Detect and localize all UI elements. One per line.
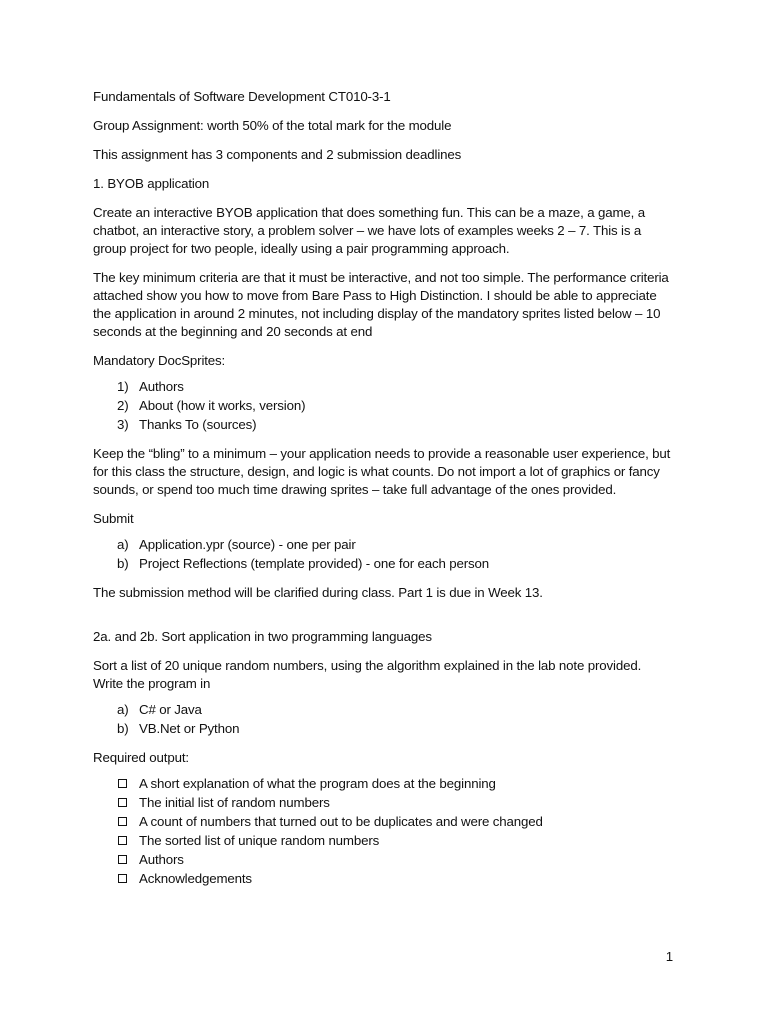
list-item-label: VB.Net or Python xyxy=(139,721,240,736)
list-item xyxy=(93,850,672,869)
list-marker: 2) xyxy=(117,398,129,413)
part1-heading: 1. BYOB application xyxy=(93,176,210,191)
list-item-label: Application.ypr (source) - one per pair xyxy=(139,537,356,552)
list-item-label: Authors xyxy=(139,852,184,867)
list-item xyxy=(93,535,672,554)
part1-criteria: The key minimum criteria are that it must be interactive, and not too simple. The performance criteria attached show you how to move from Bare Pass to High Distinction. I should be able to appreciate the application in around 2 minutes, not including display of the mandatory sprites listed below – 10 seconds at the beginning and 20 seconds at end xyxy=(93,270,669,339)
list-item-label: A count of numbers that turned out to be duplicates and were changed xyxy=(139,814,543,829)
submit-list xyxy=(93,535,672,573)
checkbox-icon xyxy=(118,874,127,883)
list-item-label: Acknowledgements xyxy=(139,871,252,886)
checkbox-icon xyxy=(118,798,127,807)
sprites-heading: Mandatory DocSprites: xyxy=(93,353,226,368)
course-title: Fundamentals of Software Development CT010-3-1 xyxy=(93,89,391,104)
list-item xyxy=(93,377,672,396)
list-item xyxy=(93,700,672,719)
list-item xyxy=(93,793,672,812)
list-item xyxy=(93,774,672,793)
part2-intro: Sort a list of 20 unique random numbers, using the algorithm explained in the lab note provided. Write the program in xyxy=(93,658,642,691)
list-marker: 1) xyxy=(117,379,129,394)
bling-paragraph: Keep the “bling” to a minimum – your application needs to provide a reasonable user experience, but for this class the structure, design, and logic is what counts. Do not import a lot of graphics or fancy sounds, or spend too much time drawing sprites – take full advantage of the ones provided. xyxy=(93,446,671,497)
submit-heading: Submit xyxy=(93,511,134,526)
checkbox-icon xyxy=(118,855,127,864)
part2-heading: 2a. and 2b. Sort application in two programming languages xyxy=(93,629,432,644)
list-marker: a) xyxy=(117,702,129,717)
list-marker: b) xyxy=(117,556,129,571)
list-marker: b) xyxy=(117,721,129,736)
checkbox-icon xyxy=(118,817,127,826)
list-item-label: The initial list of random numbers xyxy=(139,795,330,810)
list-item-label: Project Reflections (template provided) - one for each person xyxy=(139,556,490,571)
list-item xyxy=(93,554,672,573)
list-item-label: About (how it works, version) xyxy=(139,398,306,413)
page-number: 1 xyxy=(665,949,673,964)
submission-note: The submission method will be clarified during class. Part 1 is due in Week 13. xyxy=(93,585,543,600)
list-item-label: The sorted list of unique random numbers xyxy=(139,833,380,848)
outputs-checklist xyxy=(93,774,672,888)
list-marker: 3) xyxy=(117,417,129,432)
checkbox-icon xyxy=(118,779,127,788)
part1-intro: Create an interactive BYOB application that does something fun. This can be a maze, a game, a chatbot, an interactive story, a problem solver – we have lots of examples weeks 2 – 7. This is a group project for two people, ideally using a pair programming approach. xyxy=(93,205,645,256)
list-item-label: A short explanation of what the program does at the beginning xyxy=(139,776,496,791)
sprites-list xyxy=(93,377,672,434)
list-item-label: C# or Java xyxy=(139,702,202,717)
list-item xyxy=(93,812,672,831)
list-item xyxy=(93,396,672,415)
assignment-components: This assignment has 3 components and 2 submission deadlines xyxy=(93,147,462,162)
output-heading: Required output: xyxy=(93,750,189,765)
list-item xyxy=(93,719,672,738)
list-item-label: Authors xyxy=(139,379,184,394)
list-item xyxy=(93,415,672,434)
checkbox-icon xyxy=(118,836,127,845)
list-item-label: Thanks To (sources) xyxy=(139,417,257,432)
list-marker: a) xyxy=(117,537,129,552)
languages-list xyxy=(93,700,672,738)
list-item xyxy=(93,869,672,888)
assignment-weight: Group Assignment: worth 50% of the total mark for the module xyxy=(93,118,452,133)
list-item xyxy=(93,831,672,850)
